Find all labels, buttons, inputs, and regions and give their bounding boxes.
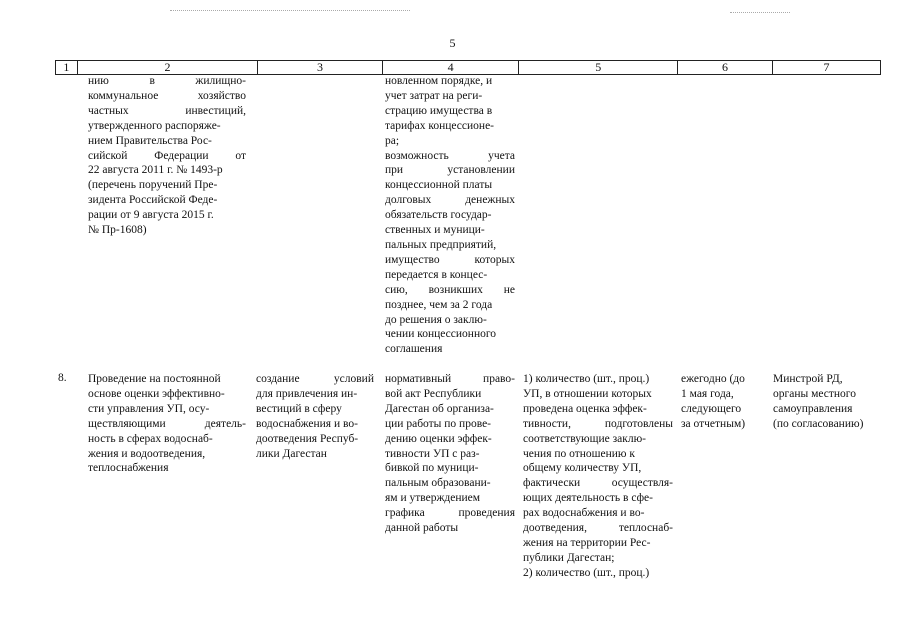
page-number: 5	[449, 36, 456, 50]
cell-line: 1 мая года,	[681, 387, 734, 400]
cont-line: при установлении	[385, 164, 515, 177]
cell-line: соответствующие заклю-	[523, 432, 647, 445]
cont-line: частных инвестиций,	[88, 104, 246, 117]
cont-line: концессионной платы	[385, 179, 493, 192]
cell-line: основе оценки эффективно-	[88, 387, 225, 400]
cont-line: (перечень поручений Пре-	[88, 179, 218, 192]
header-col-4: 4	[382, 61, 519, 75]
cont-line: пальных предприятий,	[385, 238, 497, 251]
cont-line: передается в концес-	[385, 268, 488, 281]
cont-line: 22 августа 2011 г. № 1493-р	[88, 164, 223, 177]
cell-line: самоуправления	[773, 402, 853, 415]
cell-line: проведена оценка эффек-	[523, 402, 647, 415]
cell-line: фактически осуществля-	[523, 477, 673, 490]
cell-line: ям и утверждением	[385, 492, 481, 505]
cell-line: ции работы по прове-	[385, 417, 491, 430]
cell-line: создание условий	[256, 373, 374, 385]
cell-line: вестиций в сферу	[256, 402, 342, 415]
cell-line: рах водоснабжения и во-	[523, 507, 645, 520]
continued-col4-cell	[385, 74, 515, 357]
cont-line: нием Правительства Рос-	[88, 134, 212, 147]
cont-line: позднее, чем за 2 года	[385, 298, 493, 311]
continued-col2-cell	[88, 74, 246, 238]
cell-line: водоснабжения и во-	[256, 417, 358, 430]
cont-line: ственных и муници-	[385, 224, 485, 237]
cont-line: до решения о заклю-	[385, 313, 487, 326]
cont-line: нию в жилищно-	[88, 75, 246, 87]
header-col-6: 6	[677, 61, 772, 75]
cell-line: ность в сферах водоснаб-	[88, 432, 213, 445]
row8-col3-cell	[256, 372, 374, 461]
cell-line: доотведения Респуб-	[256, 432, 359, 445]
cont-line: сию, возникших не	[385, 283, 515, 296]
cell-line: Минстрой РД,	[773, 373, 843, 385]
cell-line: бивкой по муници-	[385, 462, 479, 475]
cell-line: тивности, подготовлены	[523, 417, 673, 430]
cell-line: ющих деятельность в сфе-	[523, 492, 653, 505]
cont-line: учет затрат на реги-	[385, 89, 483, 102]
scan-artifact	[170, 10, 410, 12]
cell-line: доотведения, теплоснаб-	[523, 522, 673, 535]
cont-line: страцию имущества в	[385, 104, 493, 117]
cell-line: УП, в отношении которых	[523, 387, 652, 400]
cell-line: ежегодно (до	[681, 373, 745, 385]
header-col-2: 2	[77, 61, 257, 75]
cont-line: обязательств государ-	[385, 209, 492, 222]
row8-col5-cell	[523, 372, 673, 581]
header-col-7: 7	[773, 61, 881, 75]
row8-col4-cell	[385, 372, 515, 536]
cell-line: вой акт Республики	[385, 387, 482, 400]
row8-col6-cell	[681, 372, 767, 432]
scan-artifact	[730, 12, 790, 14]
cont-line: имущество которых	[385, 253, 515, 266]
cont-line: сийской Федерации от	[88, 149, 246, 162]
cont-line: долговых денежных	[385, 194, 515, 207]
cell-line: чения по отношению к	[523, 447, 635, 460]
row8-col2-cell	[88, 372, 246, 476]
cell-line: жения и водоотведения,	[88, 447, 206, 460]
cont-line: коммунальное хозяйство	[88, 89, 246, 102]
cell-line: графика проведения	[385, 507, 515, 520]
cont-line: № Пр-1608)	[88, 224, 147, 237]
cell-line: дению оценки эффек-	[385, 432, 492, 445]
cell-line: публики Дагестан;	[523, 551, 615, 564]
row8-col7-cell	[773, 372, 881, 432]
cell-line: ществляющими деятель-	[88, 417, 246, 430]
cell-line: 2) количество (шт., проц.)	[523, 566, 650, 579]
cell-line: лики Дагестан	[256, 447, 327, 460]
cont-line: тарифах концессионе-	[385, 119, 495, 132]
cell-line: Проведение на постоянной	[88, 373, 221, 385]
cell-line: Дагестан об организа-	[385, 402, 494, 415]
cont-line: утвержденного распоряже-	[88, 119, 221, 132]
cell-line: жения на территории Рес-	[523, 536, 651, 549]
cont-line: зидента Российской Феде-	[88, 194, 218, 207]
cell-line: данной работы	[385, 522, 459, 535]
cont-line: ра;	[385, 134, 400, 147]
cell-line: тивности УП с раз-	[385, 447, 480, 460]
cont-line: чении концессионного	[385, 328, 497, 341]
cont-line: новленном порядке, и	[385, 75, 493, 87]
row-number: 8.	[58, 372, 67, 384]
cell-line: теплоснабжения	[88, 462, 169, 475]
cont-line: возможность учета	[385, 149, 515, 162]
table-header	[55, 60, 881, 75]
cell-line: (по согласованию)	[773, 417, 864, 430]
cont-line: рации от 9 августа 2015 г.	[88, 209, 214, 222]
cell-line: для привлечения ин-	[256, 387, 358, 400]
cell-line: за отчетным)	[681, 417, 746, 430]
header-col-1: 1	[56, 61, 78, 75]
cell-line: нормативный право-	[385, 373, 515, 385]
cell-line: пальным образовани-	[385, 477, 491, 490]
cell-line: следующего	[681, 402, 742, 415]
header-col-3: 3	[258, 61, 383, 75]
header-col-5: 5	[519, 61, 677, 75]
cell-line: общему количеству УП,	[523, 462, 642, 475]
cont-line: соглашения	[385, 343, 443, 356]
cell-line: органы местного	[773, 387, 856, 400]
cell-line: 1) количество (шт., проц.)	[523, 373, 650, 385]
cell-line: сти управления УП, осу-	[88, 402, 210, 415]
